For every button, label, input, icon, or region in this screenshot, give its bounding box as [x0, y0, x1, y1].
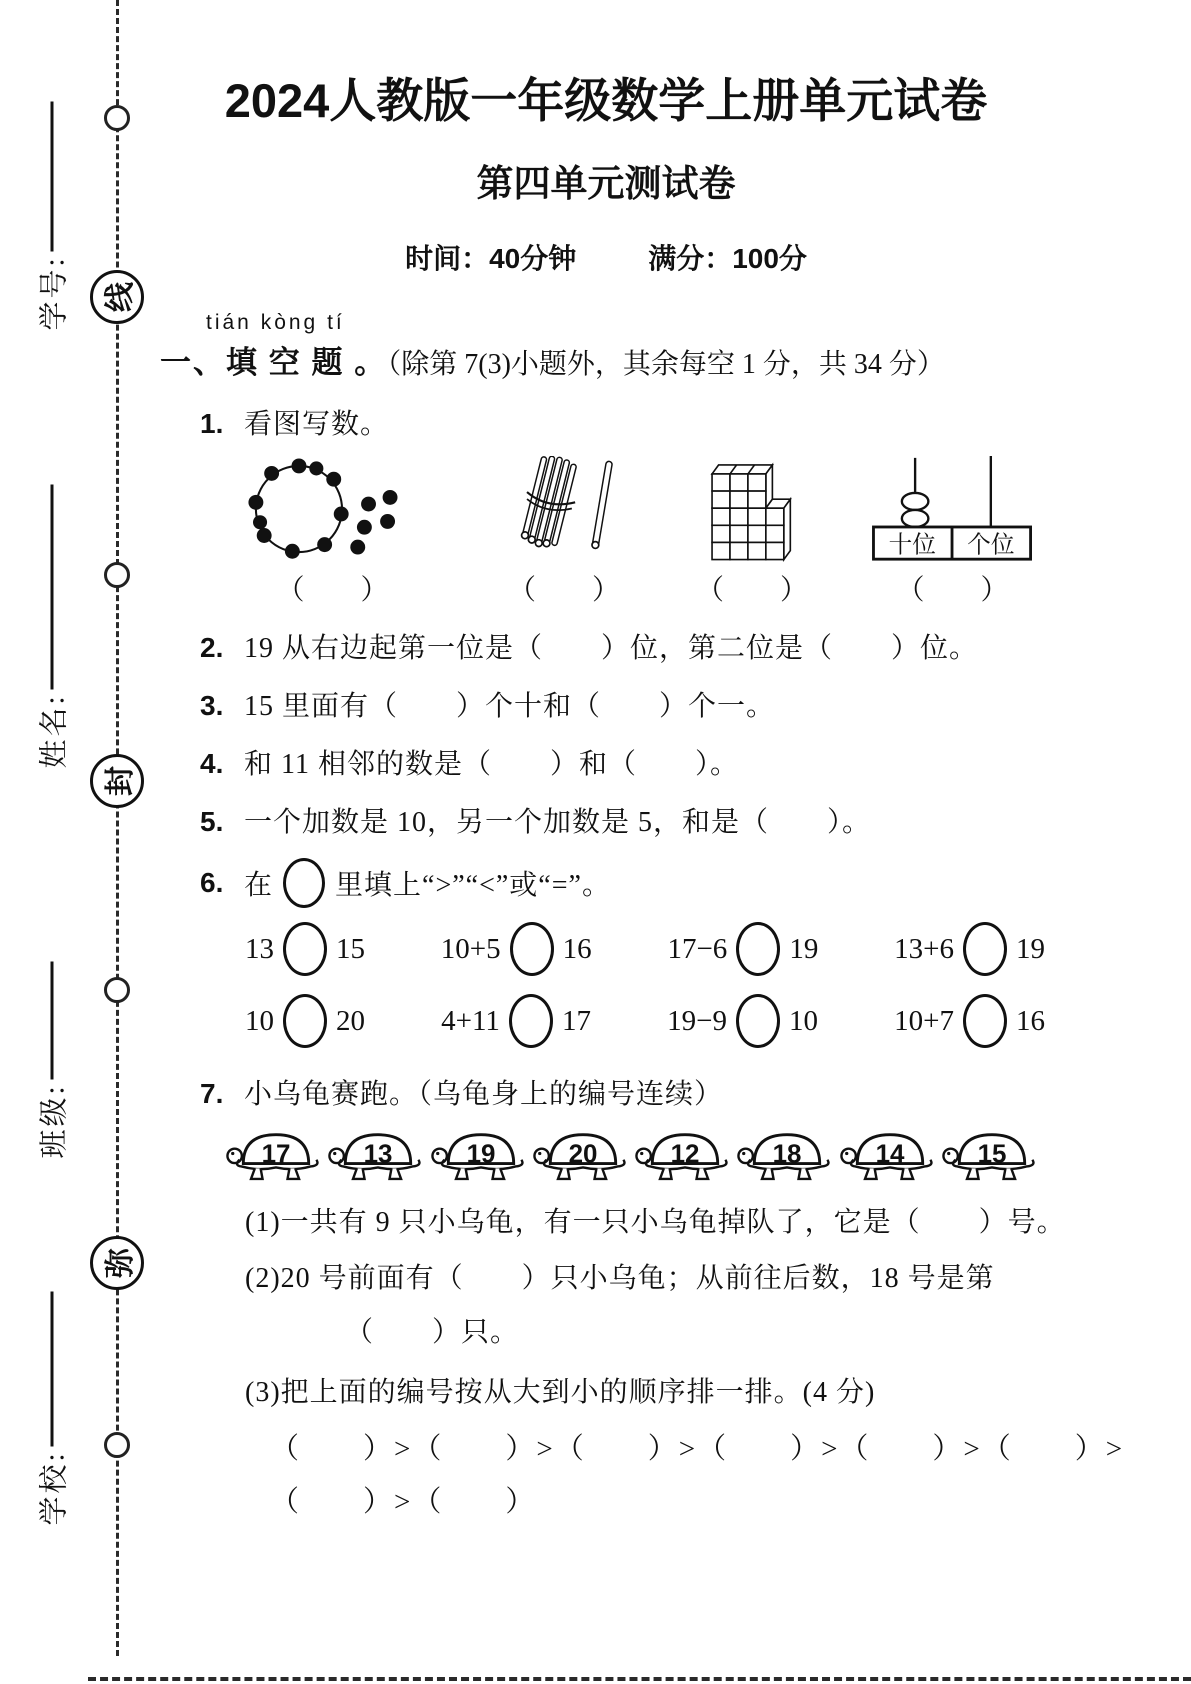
question-4 — [160, 742, 1138, 782]
answer-blank: （ ） — [276, 575, 389, 606]
comparison-right-value: 19 — [789, 932, 819, 965]
name-field — [32, 484, 73, 768]
comparison-cell — [441, 922, 592, 976]
abacus-image — [865, 456, 1040, 562]
question-7-sub-3: (3)把上面的编号按从大到小的顺序排一排。(4 分) — [245, 1377, 876, 1408]
question-7-sub-1: (1)一共有 9 只小乌龟，有一只小乌龟掉队了，它是（ ）号。 — [245, 1207, 1066, 1238]
comparison-cell — [667, 922, 818, 976]
seal-char-xian: 线 — [90, 270, 144, 324]
dot-circle-image — [230, 456, 435, 562]
comparison-right-value: 20 — [336, 1004, 365, 1037]
turtle-number: 15 — [977, 1138, 1007, 1169]
turtle-number: 13 — [363, 1138, 393, 1169]
seal-dashed-line — [116, 0, 119, 1656]
turtle-number: 14 — [875, 1138, 905, 1169]
class-blank-line — [51, 961, 54, 1079]
seal-dot — [104, 105, 130, 131]
name-label: 姓名: — [38, 693, 71, 769]
question-2-text: 19 从右边起第一位是（ ）位，第二位是（ ）位。 — [244, 633, 979, 664]
turtle-image — [635, 1122, 735, 1184]
comparison-circle — [509, 994, 553, 1048]
comparison-right-value: 19 — [1015, 932, 1045, 965]
tens-place-label: 十位 — [888, 532, 936, 559]
comparison-right-value: 16 — [562, 932, 592, 965]
school-label: 学校: — [38, 1450, 71, 1526]
turtle-image — [431, 1122, 531, 1184]
turtle-number: 20 — [568, 1138, 598, 1169]
comparison-right-value: 15 — [336, 932, 365, 965]
paper-header — [160, 64, 1052, 277]
question-6-text-pre: 在 — [244, 870, 274, 901]
turtle-image — [737, 1122, 837, 1184]
score-label: 满分：100分 — [648, 243, 807, 274]
ones-place-label: 个位 — [967, 532, 1015, 559]
question-5 — [160, 800, 1138, 840]
comparison-left-value: 10 — [245, 1004, 274, 1037]
turtle-number: 12 — [670, 1138, 700, 1169]
comparison-cell — [441, 994, 591, 1048]
question-2-number: 2. — [200, 632, 224, 663]
turtle-image — [840, 1122, 940, 1184]
section-pinyin: tián kòng tí — [206, 311, 345, 334]
ordering-blanks-line-1: （ ）>（ ）>（ ）>（ ）>（ ）>（ ）> — [270, 1433, 1125, 1465]
time-score-line — [160, 237, 1052, 277]
question-1-number: 1. — [200, 408, 224, 439]
time-label: 时间：40分钟 — [405, 243, 577, 274]
picture-dot-circle — [230, 456, 435, 608]
answer-blank: （ ） — [507, 575, 620, 606]
cube-stack-image — [693, 456, 811, 562]
comparison-circle — [283, 994, 327, 1048]
comparison-left-value: 19−9 — [667, 1004, 727, 1037]
comparison-row-1 — [245, 922, 1045, 976]
question-7-sub-2-line-2: （ ）只。 — [345, 1317, 520, 1348]
question-6-text — [244, 858, 611, 908]
turtle-image — [942, 1122, 1042, 1184]
stick-bundle-image — [489, 456, 639, 562]
comparison-left-value: 13+6 — [894, 932, 954, 965]
question-1-pictures — [230, 456, 1040, 608]
class-field — [32, 961, 73, 1158]
question-1-text: 看图写数。 — [244, 409, 390, 440]
turtle-number: 19 — [466, 1138, 495, 1169]
question-2 — [160, 626, 1138, 666]
question-7 — [160, 1072, 1138, 1112]
question-6-text-post: 里填上“>”“<”或“=”。 — [335, 870, 611, 901]
picture-abacus — [865, 456, 1040, 608]
question-3-number: 3. — [200, 690, 224, 721]
question-3 — [160, 684, 1138, 724]
question-1 — [160, 402, 1138, 442]
question-5-number: 5. — [200, 806, 224, 837]
seal-dot — [104, 1432, 130, 1458]
question-7-text: 小乌龟赛跑。（乌龟身上的编号连续） — [244, 1079, 724, 1110]
comparison-cell — [894, 922, 1045, 976]
comparison-circle — [510, 922, 554, 976]
comparison-circle — [736, 922, 780, 976]
comparison-left-value: 13 — [245, 932, 274, 965]
name-blank-line — [51, 484, 54, 689]
seal-char-feng: 封 — [90, 754, 144, 808]
comparison-left-value: 10+5 — [440, 932, 501, 965]
comparison-cell — [245, 994, 365, 1048]
comparison-row-2 — [245, 994, 1045, 1048]
paper-title: 2024人教版一年级数学上册单元试卷 — [224, 74, 988, 127]
comparison-left-value: 4+11 — [441, 1004, 500, 1037]
seal-char-mi: 弥 — [90, 1236, 144, 1290]
picture-cube-stack — [693, 456, 811, 608]
question-7-sub-2-line-1: (2)20 号前面有（ ）只小乌龟；从前往后数，18 号是第 — [245, 1263, 995, 1294]
comparison-circle — [963, 922, 1007, 976]
turtle-number: 18 — [772, 1138, 802, 1169]
turtle-image — [533, 1122, 633, 1184]
student-id-field — [32, 101, 73, 330]
student-id-label: 学号: — [38, 255, 71, 331]
paper-content — [160, 0, 1138, 1520]
question-7-number: 7. — [200, 1078, 224, 1109]
question-4-text: 和 11 相邻的数是（ ）和（ ）。 — [244, 749, 739, 780]
turtle-number: 17 — [261, 1138, 291, 1169]
section-one-title: 一、填 空 题 。 — [160, 345, 388, 380]
class-label: 班级: — [38, 1083, 71, 1159]
unit-test-subtitle: 第四单元测试卷 — [476, 163, 736, 204]
seal-dot — [104, 977, 130, 1003]
school-field — [32, 1291, 73, 1525]
comparison-cell — [894, 994, 1045, 1048]
picture-stick-bundle — [489, 456, 639, 608]
section-one-heading — [160, 337, 1138, 382]
comparison-circle — [283, 922, 327, 976]
comparison-right-value: 17 — [561, 1004, 591, 1037]
comparison-circle — [736, 994, 780, 1048]
answer-blank: （ ） — [896, 575, 1009, 606]
seal-dot — [104, 562, 130, 588]
turtle-image — [226, 1122, 326, 1184]
bottom-dashed-line — [88, 1677, 1191, 1681]
turtle-image — [328, 1122, 428, 1184]
comparison-left-value: 17−6 — [667, 932, 728, 965]
question-5-text: 一个加数是 10，另一个加数是 5，和是（ ）。 — [244, 807, 872, 838]
school-blank-line — [51, 1291, 54, 1446]
turtle-race-row — [226, 1122, 1042, 1184]
question-4-number: 4. — [200, 748, 224, 779]
answer-blank: （ ） — [695, 575, 808, 606]
comparison-cell — [245, 922, 365, 976]
section-one-note: （除第 7(3)小题外，其余每空 1 分，共 34 分） — [387, 349, 945, 380]
comparison-right-value: 10 — [788, 1004, 818, 1037]
fill-circle-icon — [283, 858, 325, 908]
comparison-left-value: 10+7 — [894, 1004, 954, 1037]
student-id-blank-line — [51, 101, 54, 251]
question-3-text: 15 里面有（ ）个十和（ ）个一。 — [244, 691, 776, 722]
comparison-circle — [963, 994, 1007, 1048]
comparison-cell — [667, 994, 818, 1048]
question-6-number: 6. — [200, 867, 224, 898]
comparison-right-value: 16 — [1015, 1004, 1045, 1037]
ordering-blanks-line-2: （ ）>（ ） — [270, 1486, 537, 1518]
question-6 — [160, 858, 1138, 908]
